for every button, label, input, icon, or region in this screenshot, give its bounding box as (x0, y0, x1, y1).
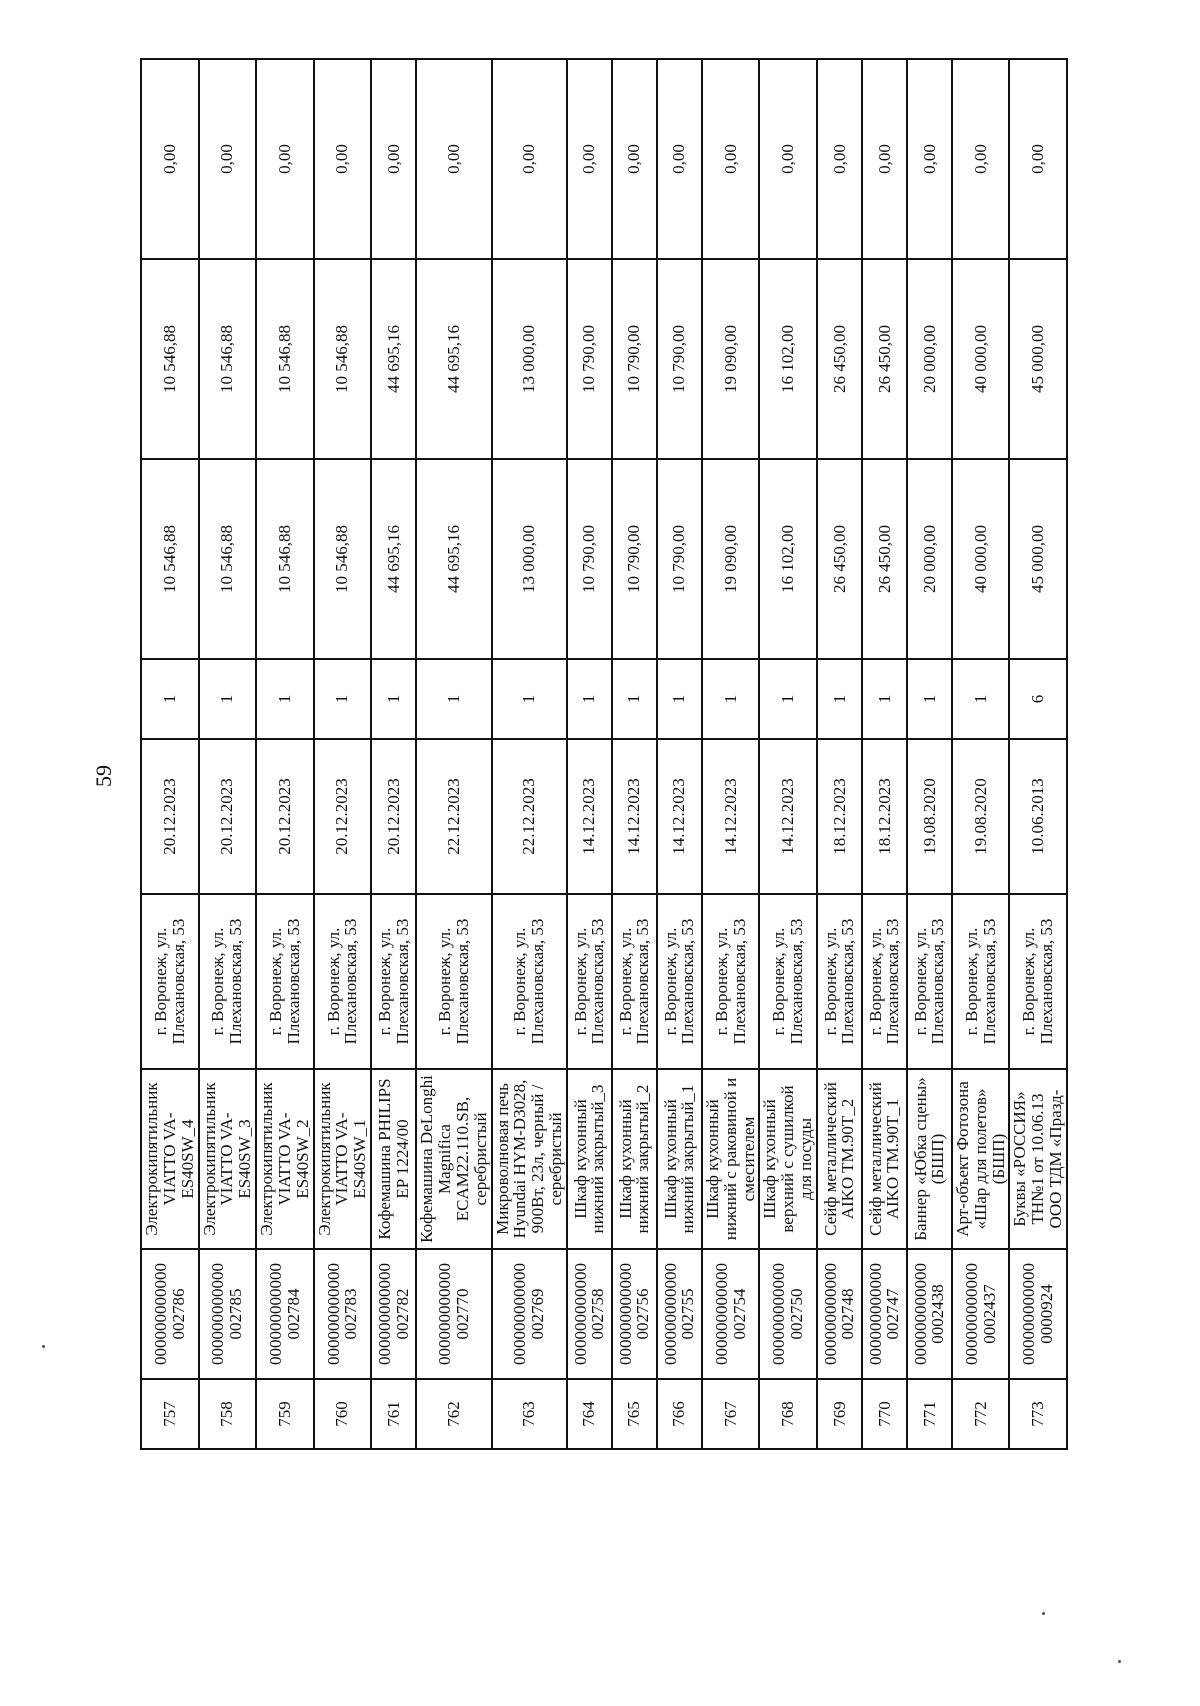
table-row (256, 59, 314, 1449)
inventory-code-cell: 000000000000 002755 (657, 1249, 702, 1379)
table-row (952, 59, 1010, 1449)
quantity-cell: 1 (759, 659, 817, 739)
item-name-cell: Шкаф кухонный нижний закрытый_2 (612, 1069, 657, 1249)
row-number-cell: 757 (141, 1379, 199, 1449)
initial-cost-cell: 45 000,00 (1009, 459, 1067, 659)
quantity-cell: 1 (817, 659, 862, 739)
residual-value-cell: 0,00 (862, 59, 907, 259)
depreciation-cell: 10 546,88 (199, 259, 257, 459)
inventory-table (140, 58, 1068, 1450)
table-row (416, 59, 491, 1449)
item-name-cell: Электрокипятильник VIATTO VA-ES40SW_4 (141, 1069, 199, 1249)
depreciation-cell: 26 450,00 (817, 259, 862, 459)
initial-cost-cell: 10 546,88 (256, 459, 314, 659)
inventory-code-cell: 000000000000 002748 (817, 1249, 862, 1379)
table-row (907, 59, 952, 1449)
table-body (141, 59, 1067, 1449)
address-cell: г. Воронеж, ул. Плехановская, 53 (657, 894, 702, 1069)
date-cell: 14.12.2023 (759, 739, 817, 894)
address-cell: г. Воронеж, ул. Плехановская, 53 (907, 894, 952, 1069)
quantity-cell: 1 (371, 659, 416, 739)
table-row (492, 59, 567, 1449)
date-cell: 20.12.2023 (256, 739, 314, 894)
item-name-cell: Электрокипятильник VIATTO VA-ES40SW_3 (199, 1069, 257, 1249)
quantity-cell: 1 (952, 659, 1010, 739)
row-number-cell: 763 (492, 1379, 567, 1449)
initial-cost-cell: 26 450,00 (817, 459, 862, 659)
date-cell: 22.12.2023 (416, 739, 491, 894)
initial-cost-cell: 13 000,00 (492, 459, 567, 659)
quantity-cell: 1 (862, 659, 907, 739)
inventory-code-cell: 000000000000 002783 (314, 1249, 372, 1379)
quantity-cell: 1 (657, 659, 702, 739)
depreciation-cell: 10 790,00 (612, 259, 657, 459)
depreciation-cell: 13 000,00 (492, 259, 567, 459)
inventory-code-cell: 000000000000 002784 (256, 1249, 314, 1379)
row-number-cell: 770 (862, 1379, 907, 1449)
date-cell: 14.12.2023 (657, 739, 702, 894)
residual-value-cell: 0,00 (199, 59, 257, 259)
row-number-cell: 759 (256, 1379, 314, 1449)
address-cell: г. Воронеж, ул. Плехановская, 53 (567, 894, 612, 1069)
date-cell: 20.12.2023 (371, 739, 416, 894)
table-row (759, 59, 817, 1449)
inventory-code-cell: 000000000000 002754 (702, 1249, 760, 1379)
residual-value-cell: 0,00 (657, 59, 702, 259)
address-cell: г. Воронеж, ул. Плехановская, 53 (612, 894, 657, 1069)
depreciation-cell: 19 090,00 (702, 259, 760, 459)
row-number-cell: 761 (371, 1379, 416, 1449)
item-name-cell: Микроволновая печь Hyundai HYM-D3028, 900Вт, 23л, черный /серебристый (492, 1069, 567, 1249)
residual-value-cell: 0,00 (141, 59, 199, 259)
table-row (567, 59, 612, 1449)
residual-value-cell: 0,00 (907, 59, 952, 259)
item-name-cell: Электрокипятильник VIATTO VA-ES40SW_2 (256, 1069, 314, 1249)
scan-speck (1042, 1612, 1045, 1615)
inventory-code-cell: 000000000000 0002438 (907, 1249, 952, 1379)
table-row (862, 59, 907, 1449)
item-name-cell: Кофемашина DeLonghi Magnifica ECAM22.110.SB, серебристый (416, 1069, 491, 1249)
quantity-cell: 1 (492, 659, 567, 739)
inventory-code-cell: 000000000000 002782 (371, 1249, 416, 1379)
table-row (702, 59, 760, 1449)
residual-value-cell: 0,00 (314, 59, 372, 259)
table-row (199, 59, 257, 1449)
quantity-cell: 1 (612, 659, 657, 739)
table-row (657, 59, 702, 1449)
initial-cost-cell: 16 102,00 (759, 459, 817, 659)
initial-cost-cell: 26 450,00 (862, 459, 907, 659)
quantity-cell: 1 (199, 659, 257, 739)
depreciation-cell: 26 450,00 (862, 259, 907, 459)
residual-value-cell: 0,00 (567, 59, 612, 259)
initial-cost-cell: 44 695,16 (416, 459, 491, 659)
residual-value-cell: 0,00 (817, 59, 862, 259)
quantity-cell: 1 (567, 659, 612, 739)
initial-cost-cell: 19 090,00 (702, 459, 760, 659)
quantity-cell: 1 (314, 659, 372, 739)
initial-cost-cell: 10 546,88 (314, 459, 372, 659)
date-cell: 14.12.2023 (702, 739, 760, 894)
inventory-code-cell: 000000000000 002750 (759, 1249, 817, 1379)
quantity-cell: 1 (256, 659, 314, 739)
address-cell: г. Воронеж, ул. Плехановская, 53 (199, 894, 257, 1069)
item-name-cell: Буквы «РОССИЯ» ТН№1 от 10.06.13 ООО ТДМ «Празд- (1009, 1069, 1067, 1249)
table-row (1009, 59, 1067, 1449)
item-name-cell: Баннер «Юбка сцены» (БШП) (907, 1069, 952, 1249)
row-number-cell: 760 (314, 1379, 372, 1449)
quantity-cell: 1 (416, 659, 491, 739)
table-row (371, 59, 416, 1449)
address-cell: г. Воронеж, ул. Плехановская, 53 (371, 894, 416, 1069)
inventory-code-cell: 000000000000 002747 (862, 1249, 907, 1379)
initial-cost-cell: 10 546,88 (141, 459, 199, 659)
item-name-cell: Шкаф кухонный нижний с раковиной и смесителем (702, 1069, 760, 1249)
quantity-cell: 1 (702, 659, 760, 739)
address-cell: г. Воронеж, ул. Плехановская, 53 (862, 894, 907, 1069)
inventory-code-cell: 000000000000 002786 (141, 1249, 199, 1379)
address-cell: г. Воронеж, ул. Плехановская, 53 (1009, 894, 1067, 1069)
rotated-table-frame (140, 60, 1066, 1450)
row-number-cell: 766 (657, 1379, 702, 1449)
row-number-cell: 769 (817, 1379, 862, 1449)
initial-cost-cell: 40 000,00 (952, 459, 1010, 659)
address-cell: г. Воронеж, ул. Плехановская, 53 (702, 894, 760, 1069)
date-cell: 19.08.2020 (907, 739, 952, 894)
depreciation-cell: 44 695,16 (416, 259, 491, 459)
scan-speck (1118, 1660, 1121, 1663)
depreciation-cell: 16 102,00 (759, 259, 817, 459)
address-cell: г. Воронеж, ул. Плехановская, 53 (952, 894, 1010, 1069)
row-number-cell: 773 (1009, 1379, 1067, 1449)
residual-value-cell: 0,00 (1009, 59, 1067, 259)
residual-value-cell: 0,00 (416, 59, 491, 259)
depreciation-cell: 10 546,88 (314, 259, 372, 459)
item-name-cell: Шкаф кухонный нижний закрытый_3 (567, 1069, 612, 1249)
initial-cost-cell: 44 695,16 (371, 459, 416, 659)
scan-speck (42, 1345, 45, 1348)
table-row (141, 59, 199, 1449)
depreciation-cell: 20 000,00 (907, 259, 952, 459)
date-cell: 20.12.2023 (199, 739, 257, 894)
depreciation-cell: 10 546,88 (141, 259, 199, 459)
item-name-cell: Арт-объект Фотозона «Шар для полетов» (БШП) (952, 1069, 1010, 1249)
table-row (817, 59, 862, 1449)
inventory-code-cell: 000000000000 002756 (612, 1249, 657, 1379)
address-cell: г. Воронеж, ул. Плехановская, 53 (141, 894, 199, 1069)
date-cell: 18.12.2023 (817, 739, 862, 894)
inventory-code-cell: 000000000000 002785 (199, 1249, 257, 1379)
address-cell: г. Воронеж, ул. Плехановская, 53 (759, 894, 817, 1069)
date-cell: 22.12.2023 (492, 739, 567, 894)
row-number-cell: 765 (612, 1379, 657, 1449)
row-number-cell: 768 (759, 1379, 817, 1449)
residual-value-cell: 0,00 (492, 59, 567, 259)
depreciation-cell: 45 000,00 (1009, 259, 1067, 459)
row-number-cell: 764 (567, 1379, 612, 1449)
address-cell: г. Воронеж, ул. Плехановская, 53 (817, 894, 862, 1069)
residual-value-cell: 0,00 (612, 59, 657, 259)
item-name-cell: Сейф металлический AIKO TM.90T_2 (817, 1069, 862, 1249)
inventory-code-cell: 000000000000 002769 (492, 1249, 567, 1379)
address-cell: г. Воронеж, ул. Плехановская, 53 (314, 894, 372, 1069)
address-cell: г. Воронеж, ул. Плехановская, 53 (492, 894, 567, 1069)
page-number: 59 (91, 765, 116, 787)
address-cell: г. Воронеж, ул. Плехановская, 53 (256, 894, 314, 1069)
initial-cost-cell: 10 790,00 (567, 459, 612, 659)
inventory-code-cell: 000000000000 002770 (416, 1249, 491, 1379)
date-cell: 14.12.2023 (567, 739, 612, 894)
depreciation-cell: 10 790,00 (567, 259, 612, 459)
address-cell: г. Воронеж, ул. Плехановская, 53 (416, 894, 491, 1069)
depreciation-cell: 40 000,00 (952, 259, 1010, 459)
date-cell: 10.06.2013 (1009, 739, 1067, 894)
item-name-cell: Кофемашина PHILIPS EP 1224/00 (371, 1069, 416, 1249)
item-name-cell: Шкаф кухонный верхний с сушилкой для посуды (759, 1069, 817, 1249)
item-name-cell: Сейф металлический AIKO TM.90T_1 (862, 1069, 907, 1249)
initial-cost-cell: 10 790,00 (657, 459, 702, 659)
initial-cost-cell: 10 790,00 (612, 459, 657, 659)
residual-value-cell: 0,00 (952, 59, 1010, 259)
table-row (612, 59, 657, 1449)
inventory-code-cell: 000000000000 002758 (567, 1249, 612, 1379)
residual-value-cell: 0,00 (759, 59, 817, 259)
residual-value-cell: 0,00 (371, 59, 416, 259)
date-cell: 20.12.2023 (314, 739, 372, 894)
inventory-code-cell: 000000000000 0002437 (952, 1249, 1010, 1379)
row-number-cell: 771 (907, 1379, 952, 1449)
residual-value-cell: 0,00 (702, 59, 760, 259)
depreciation-cell: 10 790,00 (657, 259, 702, 459)
row-number-cell: 772 (952, 1379, 1010, 1449)
date-cell: 20.12.2023 (141, 739, 199, 894)
date-cell: 18.12.2023 (862, 739, 907, 894)
item-name-cell: Шкаф кухонный нижний закрытый_1 (657, 1069, 702, 1249)
quantity-cell: 1 (141, 659, 199, 739)
initial-cost-cell: 10 546,88 (199, 459, 257, 659)
date-cell: 14.12.2023 (612, 739, 657, 894)
initial-cost-cell: 20 000,00 (907, 459, 952, 659)
residual-value-cell: 0,00 (256, 59, 314, 259)
date-cell: 19.08.2020 (952, 739, 1010, 894)
item-name-cell: Электрокипятильник VIATTO VA-ES40SW_1 (314, 1069, 372, 1249)
quantity-cell: 1 (907, 659, 952, 739)
row-number-cell: 758 (199, 1379, 257, 1449)
depreciation-cell: 44 695,16 (371, 259, 416, 459)
row-number-cell: 767 (702, 1379, 760, 1449)
inventory-code-cell: 000000000000 0000924 (1009, 1249, 1067, 1379)
table-row (314, 59, 372, 1449)
row-number-cell: 762 (416, 1379, 491, 1449)
quantity-cell: 6 (1009, 659, 1067, 739)
depreciation-cell: 10 546,88 (256, 259, 314, 459)
